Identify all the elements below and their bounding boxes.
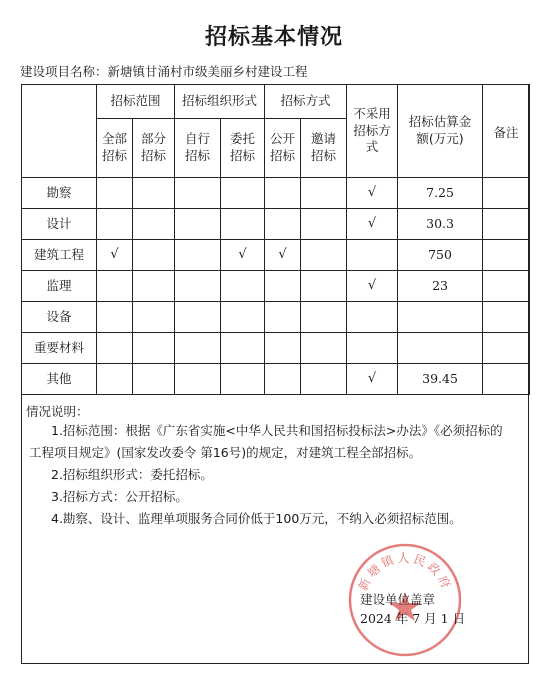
org-form-header: 招标组织形式 (175, 85, 265, 119)
row-label: 监理 (22, 271, 97, 302)
scope-header: 招标范围 (97, 85, 175, 119)
note-line: 4.勘察、设计、监理单项服务合同价低于100万元，不纳入必须招标范围。 (51, 511, 462, 526)
sign-date: 2024 年 7 月 1 日 (360, 611, 466, 626)
row-label: 其他 (22, 364, 97, 395)
note-line: 工程项目规定》(国家发改委令 第16号)的规定，对建筑工程全部招标。 (29, 445, 422, 460)
check-cell: √ (347, 178, 398, 209)
notes-heading: 情况说明： (26, 404, 89, 419)
method-header: 招标方式 (265, 85, 347, 119)
check-cell: √ (265, 240, 301, 271)
row-label: 设计 (22, 209, 97, 240)
estimate-cell: 7.25 (398, 178, 483, 209)
estimate-cell: 30.3 (398, 209, 483, 240)
svg-text:新塘镇人民政府: 新塘镇人民政府 (355, 551, 455, 593)
check-cell: √ (347, 209, 398, 240)
estimate-cell: 750 (398, 240, 483, 271)
check-cell: √ (347, 364, 398, 395)
sub-header-commission-bid: 委托招标 (221, 119, 265, 178)
sub-header-invite-bid: 邀请招标 (301, 119, 347, 178)
sub-header-open-bid: 公开招标 (265, 119, 301, 178)
project-name: 建设项目名称：新塘镇甘涌村市级美丽乡村建设工程 (20, 64, 308, 79)
note-line: 2.招标组织形式：委托招标。 (51, 467, 213, 482)
estimate-cell: 23 (398, 271, 483, 302)
row-label: 建筑工程 (22, 240, 97, 271)
check-cell: √ (221, 240, 265, 271)
row-label: 重要材料 (22, 333, 97, 364)
document-frame (21, 84, 529, 664)
note-line: 3.招标方式：公开招标。 (51, 489, 188, 504)
sub-header-full-bid: 全部招标 (97, 119, 133, 178)
seal-label: 建设单位盖章 (360, 592, 436, 607)
estimate-header: 招标估算金额(万元) (398, 85, 483, 178)
remark-header: 备注 (483, 85, 530, 178)
estimate-cell: 39.45 (398, 364, 483, 395)
note-line: 1.招标范围：根据《广东省实施<中华人民共和国招标投标法>办法》《必须招标的 (51, 423, 503, 438)
check-cell: √ (97, 240, 133, 271)
check-cell: √ (347, 271, 398, 302)
no-bid-header: 不采用招标方式 (347, 85, 398, 178)
sub-header-partial-bid: 部分招标 (133, 119, 175, 178)
row-label: 设备 (22, 302, 97, 333)
sub-header-self-bid: 自行招标 (175, 119, 221, 178)
document-title: 招标基本情况 (204, 24, 343, 50)
row-label: 勘察 (22, 178, 97, 209)
